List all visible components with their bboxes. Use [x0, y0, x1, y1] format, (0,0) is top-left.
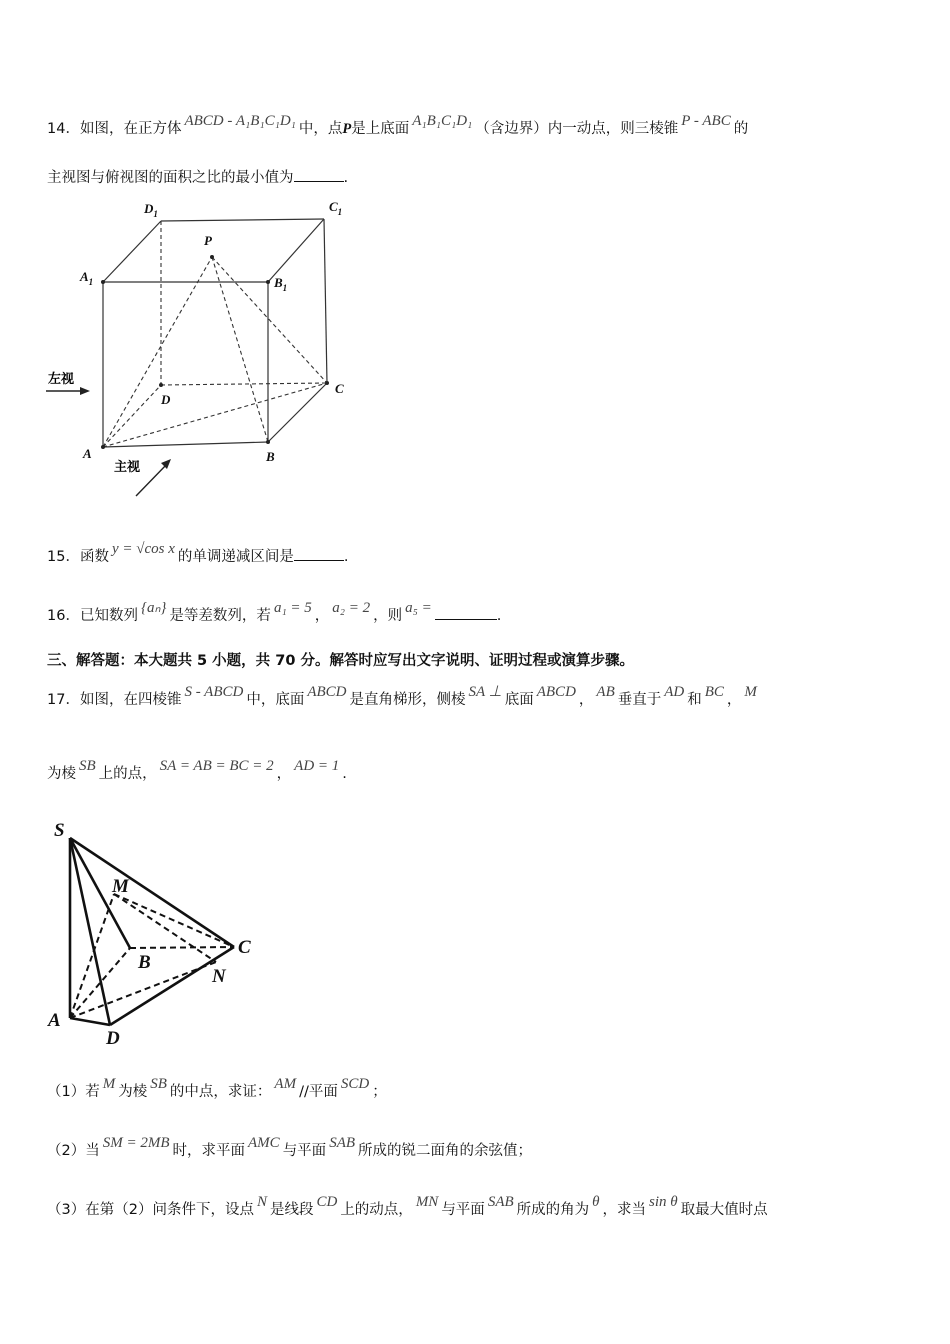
q15-number: 15． [47, 549, 80, 565]
part1-text: 为棱 [118, 1084, 148, 1100]
q17-math: SB [79, 758, 96, 774]
part2-text: 与平面 [282, 1143, 327, 1159]
part3-text: ，求当 [602, 1202, 647, 1218]
q17-math: AD [664, 684, 685, 700]
q17-text: 是直角梯形，侧棱 [349, 692, 466, 708]
q15-end: . [343, 549, 349, 565]
q17-text: ， [578, 692, 594, 708]
main-view-arrow [136, 459, 171, 496]
q16-a5: a₅ = [405, 600, 432, 616]
q17-line2 [47, 758, 347, 783]
q16-line [47, 600, 502, 625]
label-a: A [83, 446, 92, 461]
part2-math: AMC [248, 1135, 280, 1151]
q16-text: 已知数列 [79, 608, 138, 624]
part2-text: 所成的锐二面角的余弦值； [358, 1143, 533, 1159]
part3-text: 是线段 [269, 1202, 314, 1218]
q17-text: 如图，在四棱锥 [79, 692, 182, 708]
q14-text: 的 [733, 121, 749, 137]
part1-text: ； [372, 1084, 387, 1100]
answer-blank [435, 607, 497, 620]
q17-math: SA ⊥ [468, 684, 502, 700]
label-a: A [48, 1010, 61, 1031]
part3-math: SAB [487, 1194, 514, 1210]
label-b: B [266, 449, 275, 464]
part2-line [47, 1135, 533, 1160]
part3-text: 所成的角为 [516, 1202, 590, 1218]
part3-text: 取最大值时点 [680, 1202, 768, 1218]
label-b: B [138, 952, 151, 973]
q14-cube-name: ABCD - A₁B₁C₁D₁ [184, 113, 296, 129]
part1-text: 的中点，求证： [169, 1084, 272, 1100]
label-m: M [112, 876, 129, 897]
pyramid-figure [40, 810, 280, 1050]
q16-end: . [496, 608, 502, 624]
q17-math: S - ABCD [184, 684, 244, 700]
label-d: D [161, 392, 171, 407]
q14-text: 如图，在正方体 [79, 121, 182, 137]
q17-text: 和 [687, 692, 702, 708]
q17-text: 垂直于 [617, 692, 662, 708]
part3-math: θ [592, 1194, 600, 1210]
part1-math: M [102, 1076, 116, 1092]
q14-line1 [47, 113, 749, 138]
q16-text: 是等差数列，若 [169, 608, 271, 624]
q14-pyramid: P - ABC [681, 113, 731, 129]
q14-point-p: P [342, 121, 352, 137]
label-n: N [212, 966, 226, 987]
q17-math: BC [704, 684, 724, 700]
q16-number: 16． [47, 608, 80, 624]
q17-line1 [47, 684, 760, 709]
label-d: D [106, 1028, 120, 1049]
q14-number: 14． [47, 121, 80, 137]
q14-text: （含边界）内一动点，则三棱锥 [475, 121, 679, 137]
part1-math: AM [274, 1076, 297, 1092]
label-c1: $C_1$ [329, 199, 343, 217]
part2-math: SAB [329, 1135, 356, 1151]
q17-text: . [342, 766, 347, 782]
part3-line [47, 1194, 768, 1219]
part1-number: （1）若 [47, 1084, 100, 1100]
cube-figure [40, 195, 370, 505]
part3-math: N [256, 1194, 267, 1210]
q17-math: AD = 1 [294, 758, 340, 774]
q16-sequence: {aₙ} [140, 600, 167, 616]
q14-text: 主视图与俯视图的面积之比的最小值为 [47, 170, 294, 186]
q14-line2 [47, 166, 348, 187]
q14-text: 是上底面 [351, 121, 410, 137]
q14-text: 中，点 [298, 121, 343, 137]
label-b1: $B_1$ [274, 275, 288, 293]
q17-text: 为棱 [47, 766, 76, 782]
answer-blank [294, 169, 344, 182]
label-c: C [238, 937, 251, 958]
q15-text: 函数 [79, 549, 109, 565]
q16-text: ，则 [373, 608, 403, 624]
part3-text: 与平面 [441, 1202, 485, 1218]
q15-text: 的单调递减区间是 [177, 549, 294, 565]
part1-math: SCD [340, 1076, 370, 1092]
q17-math: ABCD [536, 684, 576, 700]
q17-math: M [744, 684, 757, 700]
label-d1: $D_1$ [144, 201, 158, 219]
label-c: C [335, 381, 344, 396]
q15-function: y = √cos x [111, 541, 175, 557]
part2-number: （2）当 [47, 1143, 100, 1159]
part3-math: sin θ [649, 1194, 678, 1210]
q17-math: SA = AB = BC = 2 [159, 758, 274, 774]
part2-math: SM = 2MB [102, 1135, 170, 1151]
left-view-label: 左视 [48, 372, 75, 387]
part3-text: 上的动点， [340, 1202, 413, 1218]
q17-text: ， [276, 766, 292, 782]
q17-number: 17． [47, 692, 80, 708]
q17-text: 中，底面 [246, 692, 305, 708]
q17-math: ABCD [307, 684, 347, 700]
q16-sep: ， [314, 608, 330, 624]
q14-top-face: A₁B₁C₁D₁ [412, 113, 473, 129]
q16-a1: a₁ = 5 [273, 600, 312, 616]
label-a1: $A_1$ [80, 269, 94, 287]
part1-text: //平面 [299, 1084, 338, 1100]
q17-text: ， [726, 692, 742, 708]
label-s: S [54, 820, 65, 841]
part3-math: MN [415, 1194, 439, 1210]
part1-line [47, 1076, 387, 1101]
part2-text: 时，求平面 [172, 1143, 246, 1159]
q17-math: AB [596, 684, 615, 700]
q15-line [47, 541, 349, 566]
q17-text: 上的点， [98, 766, 157, 782]
answer-blank [294, 548, 344, 561]
part3-number: （3）在第（2）问条件下，设点 [47, 1202, 254, 1218]
part3-math: CD [316, 1194, 338, 1210]
q17-text: 底面 [504, 692, 534, 708]
q14-end: . [343, 170, 349, 186]
q16-a2: a₂ = 2 [332, 600, 371, 616]
part1-math: SB [150, 1076, 167, 1092]
main-view-label: 主视 [114, 460, 141, 475]
left-view-arrow [46, 387, 90, 395]
label-p: P [204, 233, 212, 248]
section-header: 三、解答题：本大题共 5 小题，共 70 分。解答时应写出文字说明、证明过程或演算步骤。 [47, 653, 634, 669]
